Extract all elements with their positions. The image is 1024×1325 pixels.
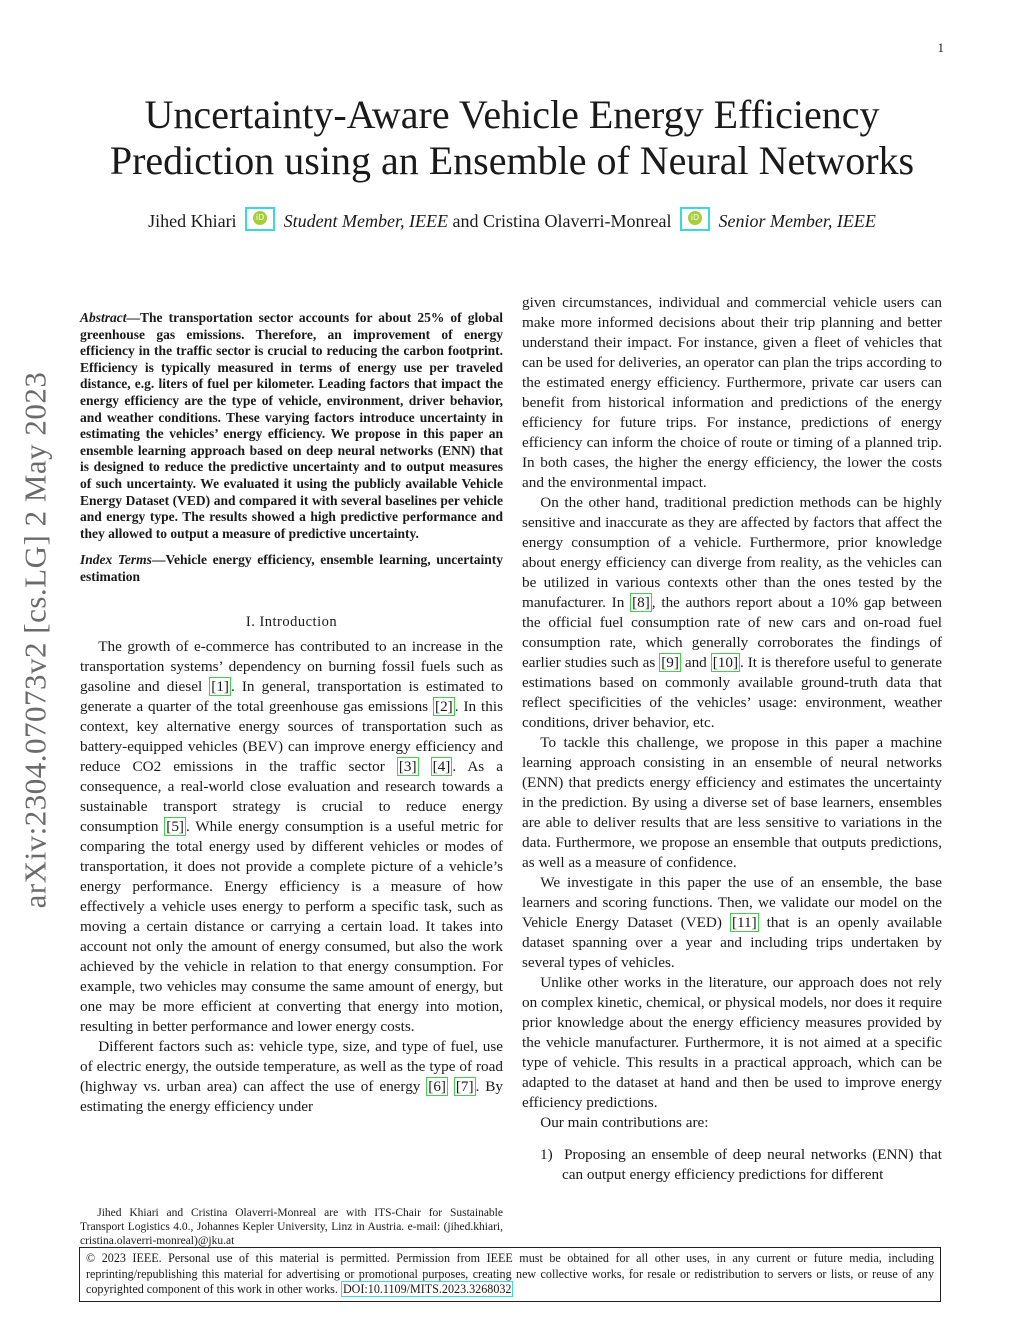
text-run: and [680,654,711,671]
arxiv-identifier-text: arXiv:2304.07073v2 [cs.LG] 2 May 2023 [17,371,52,909]
intro-paragraph-2 [80,1037,503,1117]
citation-link[interactable]: [6] [428,1077,446,1095]
list-text: Proposing an ensemble of deep neural networks (ENN) that can output energy efficiency predictions for different [562,1146,943,1183]
section-heading-introduction: I. Introduction [245,613,338,630]
index-terms-label: Index Terms [80,552,152,568]
citation-link[interactable]: [4] [432,757,451,775]
paper-title-line-1: Uncertainty-Aware Vehicle Energy Efficiency [144,92,880,137]
text-run: We investigate in this paper the use of an ensemble, the base learners and scoring functions. Then, we validate our model on the Vehicle Energy Dataset (VED) [522,874,942,931]
citation-link[interactable]: [7] [455,1077,474,1095]
abstract-text: —The transportation sector accounts for about 25% of global greenhouse gas emissions. Therefore, an improvement of energy efficiency in the traffic sector is crucial to reducing the carbon footprint. Efficiency is typically measured in terms of energy use per traveled distance, e.g. liters of fuel per kilometer. Leading factors that impact the energy efficiency are the type of vehicle, environment, driver behavior, and weather conditions. These varying factors introduce uncertainty in estimating the vehicles’ energy efficiency. We propose in this paper an ensemble learning approach based on deep neural networks (ENN) that is designed to reduce the predictive uncertainty and to output measures of such uncertainty. We evaluated it using the publicly available Vehicle Energy Dataset (VED) and compared it with several baselines per vehicle and energy type. The results showed a high predictive performance and they allowed to output a measure of predictive uncertainty. [80,310,503,541]
affiliation-footnote: Jihed Khiari and Cristina Olaverri-Monreal are with ITS-Chair for Sustainable Transport Logistics 4.0., Johannes Kepler University, Linz in Austria. e-mail: (jihed.khiari, cristina.olaverri-monreal)@jku.at [80,1207,503,1247]
index-terms [80,552,503,585]
citation-link[interactable]: [2] [435,697,453,715]
citation-link[interactable]: [11] [731,914,757,931]
text-run: On the other hand, traditional prediction methods can be highly sensitive and inaccurate as they are affected by factors that affect the energy consumption of a vehicle. Furthermore, prior knowledge about energy efficiency can diverge from reality, as the vehicles can be utilized in various contexts other than the ones tested by the manufacturer. In [522,494,942,611]
text-run: . By estimating the energy efficiency under [80,1077,503,1115]
text-run: that is an openly available dataset spanning over a year and including trips undertaken by several types of vehicles. [522,914,942,971]
copyright-text: © 2023 IEEE. Personal use of this material is permitted. Permission from IEEE must be obtained for all other uses, in any current or future media, including reprinting/republishing this material for advertising or promotional purposes, creating new collective works, for resale or redistribution to servers or lists, or reuse of any copyrighted component of this work in other works. [86,1251,934,1296]
text-run: . As a consequence, a real-world close evaluation and research towards a sustainable transport strategy is crucial to reduce energy consumption [80,757,503,835]
citation-link[interactable]: [8] [632,594,650,611]
text-run: , the authors report about a 10% gap between the official fuel consumption rate of new cars and on-road fuel consumption rate, which generally corroborates the findings of earlier studies such as [522,594,943,671]
intro-paragraph-continued: given circumstances, individual and commercial vehicle users can make more informed decisions about their trip planning and better understand their impact. For instance, given a fleet of vehicles that can be used for deliveries, an operator can plan the trips according to the estimated energy efficiency. Furthermore, private car users can benefit from historical information and predictions of the energy efficiency for future trips. For instance, predictions of energy efficiency can inform the choice of route or timing of a planned trip. In both cases, the higher the energy efficiency, the lower the costs and the environmental impact. [522,294,942,491]
paper-title-line-2: Prediction using an Ensemble of Neural Networks [109,138,915,183]
doi-link[interactable]: DOI:10.1109/MITS.2023.3268032 [342,1282,512,1296]
abstract [80,310,503,542]
citation-link[interactable]: [10] [712,654,739,671]
author-2-role: Senior Member, IEEE [718,211,876,231]
text-run: The growth of e-commerce has contributed to an increase in the transportation systems’ dependency on burning fossil fuels such as gasoline and diesel [80,637,503,695]
intro-paragraph-6: Unlike other works in the literature, our approach does not rely on complex kinetic, chemical, or physical models, nor does it require prior knowledge about the energy efficiency measures provided by the vehicle manufacturer. Furthermore, it is not aimed at a specific type of vehicle. This results in a practical approach, which can be adapted to the dataset at hand and then be used to improve energy efficiency predictions. [522,974,942,1111]
text-run: . In this context, key alternative energy sources of transportation such as battery-equipped vehicles (BEV) can improve energy efficiency and reduce CO2 emissions in the traffic sector [80,697,503,775]
arxiv-identifier [10,350,60,930]
copyright-notice [79,1247,941,1302]
author-2-name: Cristina Olaverri-Monreal [483,211,672,231]
text-run: Different factors such as: vehicle type, size, and type of fuel, use of electric energy, the outside temperature, as well as the type of road (highway vs. urban area) can affect the use of energy [80,1037,503,1095]
citation-link[interactable]: [9] [661,654,679,671]
author-conjunction: and [452,211,479,231]
author-line [60,207,964,232]
contributions-intro: Our main contributions are: [540,1114,709,1131]
intro-paragraph-5 [522,873,942,973]
index-terms-text: —Vehicle energy efficiency, ensemble learning, uncertainty estimation [80,552,503,584]
text-run: . In general, transportation is estimated to generate a quarter of the total greenhouse gas emissions [80,677,503,715]
page-number: 1 [937,40,944,55]
right-column [522,293,942,1185]
author-1-name: Jihed Khiari [148,211,237,231]
orcid-icon[interactable] [245,207,275,231]
abstract-label: Abstract [80,310,127,325]
citation-link[interactable]: [5] [166,817,184,835]
citation-link[interactable]: [3] [398,757,417,775]
intro-paragraph-4: To tackle this challenge, we propose in this paper a machine learning approach consisting in an ensemble of neural networks (ENN) that predicts energy efficiency and estimates the uncertainty in the prediction. By using a diverse set of base learners, ensembles are able to deliver results that are less sensitive to variations in the data. Furthermore, we propose an ensemble that outputs predictions, as well as a measure of confidence. [522,734,942,871]
orcid-icon[interactable] [680,207,710,231]
intro-paragraph-1 [80,637,503,1037]
list-number: 1) [540,1146,553,1163]
paper-title [60,92,964,184]
text-run: . While energy consumption is a useful metric for comparing the total energy used by different vehicles or modes of transportation, it does not provide a complete picture of a vehicle’s energy performance. Energy efficiency is a measure of how effectively a vehicle uses energy to perform a specific task, such as moving a certain distance or carrying a certain load. It takes into account not only the amount of energy consumed, but also the work achieved by the vehicle in relation to that energy consumption. For example, two vehicles may consume the same amount of energy, but one may be more efficient at converting that energy into motion, resulting in better performance and lower energy costs. [80,817,503,1035]
text-run: . It is therefore useful to generate estimations based on commonly available ground-truth data that reflect specificities of the vehicles’ usage: environment, weather conditions, driver behavior, etc. [522,654,942,731]
intro-paragraph-3 [522,493,942,733]
citation-link[interactable]: [1] [211,677,229,695]
author-1-role: Student Member, IEEE [283,211,449,231]
contribution-item-1 [522,1145,942,1185]
left-column [80,310,503,1117]
